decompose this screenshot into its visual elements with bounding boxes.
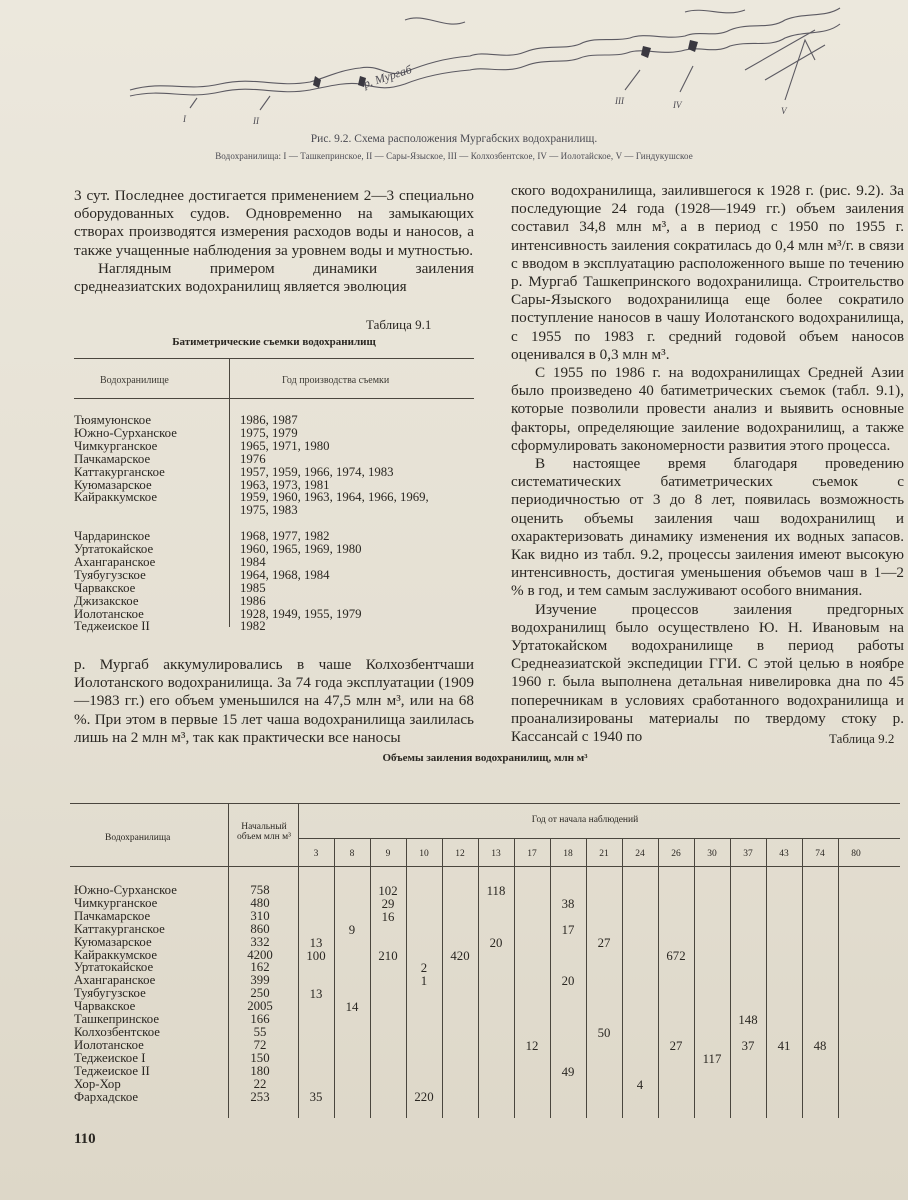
river-bank-lower bbox=[130, 24, 840, 96]
siltation-value: 210 bbox=[378, 948, 398, 963]
left-paragraph-1: 3 сут. Последнее достигается применением 2—3 специально оборудованных судов. Одновременно на замыкающих створах производятся измерения расходов воды и наносов, а также учащенные наблюдения за уровнем воды и мутностью. bbox=[74, 187, 474, 259]
table-9-1-row bbox=[74, 440, 474, 453]
year-column-header: 21 bbox=[599, 849, 609, 859]
reservoir-name: Пачкамарское bbox=[74, 908, 151, 923]
initial-volume: 150 bbox=[250, 1050, 270, 1065]
river-bank-upper bbox=[130, 8, 840, 90]
siltation-value: 148 bbox=[738, 1013, 758, 1027]
reservoir-name: Чимкурганское bbox=[74, 438, 158, 453]
table-9-2-names bbox=[74, 884, 177, 1103]
left-column-continued bbox=[74, 656, 474, 747]
year-column-divider bbox=[802, 838, 803, 1118]
right-column bbox=[511, 182, 904, 746]
survey-years: 1985 bbox=[240, 580, 266, 595]
year-column-header: 24 bbox=[635, 849, 645, 859]
right-paragraph-1: ского водохранилища, заилившегося к 1928 г. (рис. 9.2). За последующие 24 года (1928—1949 гг.) объем заиления составил 34,8 млн м³, а в период с 1950 по 1955 г. интенсивность заиления сократилась до 0,4 млн м³/г. в связи с вводом в эксплуатацию расположенного выше по течению р. Мургаб Ташкепринского водохранилища. Строительство Сары-Языского водохранилища еще более сократило поступление наносов в чашу Иолотанского водохранилища, с 1955 по 1983 г. средний годовой объем наносов оценивался в 0,3 млн м³. bbox=[511, 182, 904, 363]
reservoir-name: Уртатокайское bbox=[74, 960, 154, 975]
siltation-value: 27 bbox=[669, 1038, 683, 1053]
initial-volume: 22 bbox=[253, 1076, 267, 1091]
siltation-value: 14 bbox=[345, 1000, 359, 1015]
table-9-1-label: Таблица 9.1 bbox=[366, 317, 432, 332]
survey-years: 1986 bbox=[240, 593, 266, 608]
survey-years: 1984 bbox=[240, 554, 266, 569]
survey-years: 1975, 1979 bbox=[240, 425, 298, 440]
siltation-value: 102 bbox=[378, 884, 398, 898]
reservoir-name: Теджеиское I bbox=[74, 1050, 146, 1065]
siltation-value: 17 bbox=[561, 922, 575, 937]
year-column-header: 12 bbox=[455, 849, 465, 859]
siltation-value: 118 bbox=[486, 884, 506, 898]
table-9-1-row bbox=[74, 466, 474, 479]
table-9-1-row bbox=[74, 620, 474, 633]
year-column-header: 43 bbox=[779, 849, 789, 859]
marker-iii: III bbox=[615, 96, 624, 106]
survey-years: 1928, 1949, 1955, 1979 bbox=[240, 606, 362, 621]
year-column-header: 3 bbox=[313, 849, 319, 859]
siltation-value: 420 bbox=[450, 948, 470, 963]
initial-volume: 72 bbox=[253, 1037, 267, 1052]
table-9-2-col-years: Год от начала наблюдений bbox=[531, 815, 639, 825]
river-label: р. Мургаб bbox=[361, 62, 414, 91]
murgab-reservoirs-map bbox=[125, 0, 845, 130]
siltation-value: 117 bbox=[702, 1051, 722, 1066]
reservoir-name: Туябугузское bbox=[74, 986, 146, 1001]
siltation-value: 672 bbox=[666, 948, 686, 963]
reservoir-name: Фархадское bbox=[74, 1089, 139, 1104]
reservoir-name: Туябугузское bbox=[74, 567, 146, 582]
left-paragraph-2: Наглядным примером динамики заиления среднеазиатских водохранилищ является эволюция bbox=[74, 259, 474, 296]
siltation-value: 20 bbox=[489, 935, 503, 950]
year-column-divider bbox=[334, 838, 335, 1118]
marker-iv: IV bbox=[673, 100, 682, 110]
reservoir-name: Иолотанское bbox=[74, 1037, 144, 1052]
initial-volume: 2005 bbox=[247, 999, 273, 1014]
siltation-value: 4 bbox=[636, 1077, 644, 1092]
table-9-1-col-year: Год производства съемки bbox=[282, 375, 390, 386]
table-9-1-col-reservoir: Водохранилище bbox=[100, 375, 169, 386]
table-9-1-header-rule bbox=[74, 398, 474, 399]
initial-volume: 860 bbox=[250, 921, 270, 936]
siltation-value: 9 bbox=[348, 922, 356, 937]
initial-volume: 399 bbox=[250, 973, 270, 988]
year-column-divider bbox=[622, 838, 623, 1118]
initial-volume: 332 bbox=[250, 934, 270, 949]
reservoir-name: Куюмазарское bbox=[74, 477, 152, 492]
reservoir-name: Колхозбентское bbox=[74, 1024, 160, 1039]
reservoir-name: Южно-Сурханское bbox=[74, 883, 177, 897]
table-9-1-row bbox=[74, 504, 474, 517]
reservoir-name: Иолотанское bbox=[74, 606, 144, 621]
survey-years: 1975, 1983 bbox=[240, 503, 298, 518]
year-column-header: 17 bbox=[527, 849, 537, 859]
marker-v: V bbox=[781, 106, 787, 116]
year-column-divider bbox=[838, 838, 839, 1118]
siltation-value: 13 bbox=[309, 987, 323, 1002]
survey-years: 1960, 1965, 1969, 1980 bbox=[240, 542, 362, 557]
siltation-value: 13 bbox=[309, 935, 323, 950]
table-9-2-top-rule bbox=[70, 803, 900, 804]
survey-years: 1959, 1960, 1963, 1964, 1966, 1969, bbox=[240, 490, 429, 505]
year-column-divider bbox=[514, 838, 515, 1118]
siltation-value: 48 bbox=[813, 1038, 827, 1053]
siltation-value: 38 bbox=[561, 896, 575, 911]
year-column-header: 13 bbox=[491, 849, 501, 859]
right-paragraph-4: Изучение процессов заиления предгорных водохранилищ было осуществлено Ю. Н. Ивановым на Уртатокайском водохранилище в период работы Среднеазиатской экспедиции ГГИ. С этой целью в ноябре 1960 г. была выполнена детальная нивелировка дна по 45 поперечникам в условиях сработанного водохранилища и проанализированы материалы по твердому стоку р. Кассансай с 1940 по bbox=[511, 600, 904, 746]
reservoir-name: Кайраккумское bbox=[74, 490, 158, 505]
initial-volume: 480 bbox=[250, 895, 270, 910]
siltation-value: 12 bbox=[525, 1038, 539, 1053]
reservoir-name: Ахангаранское bbox=[74, 973, 156, 988]
year-column-divider bbox=[370, 838, 371, 1118]
siltation-value: 50 bbox=[597, 1025, 611, 1040]
reservoir-name: Чарвакское bbox=[74, 580, 136, 595]
reservoir-name: Каттакурганское bbox=[74, 921, 165, 936]
initial-volume: 180 bbox=[250, 1063, 270, 1078]
survey-years: 1964, 1968, 1984 bbox=[240, 567, 330, 582]
siltation-value: 2 bbox=[420, 961, 428, 976]
table-9-1-row bbox=[74, 556, 474, 569]
right-paragraph-3: В настоящее время благодаря проведению систематических батиметрических съемок с периодичностью от 3 до 8 лет, появилась возможность оценить объемы заиления чаш водохранилищ и охарактеризовать динамику изменения их водных запасов. Как видно из табл. 9.2, процессы заиления имеют высокую интенсивность, достигая уменьшения объемов чаш в 1—2 % в год, и тем самым заслуживают особого внимания. bbox=[511, 455, 904, 600]
initial-volume: 253 bbox=[250, 1089, 270, 1104]
reservoir-name: Чимкурганское bbox=[74, 895, 158, 910]
year-column-header: 10 bbox=[419, 849, 429, 859]
reservoir-name: Чардаринское bbox=[74, 529, 150, 544]
table-9-2-divider-1 bbox=[228, 803, 229, 1118]
survey-years: 1982 bbox=[240, 619, 266, 634]
table-9-1-title: Батиметрические съемки водохранилищ bbox=[172, 336, 376, 348]
survey-years: 1976 bbox=[240, 451, 266, 466]
survey-years: 1957, 1959, 1966, 1974, 1983 bbox=[240, 464, 394, 479]
year-column-divider bbox=[730, 838, 731, 1118]
reservoir-name: Каттакурганское bbox=[74, 464, 165, 479]
siltation-value: 49 bbox=[561, 1064, 575, 1079]
initial-volume: 758 bbox=[250, 883, 270, 897]
marker-i: I bbox=[183, 114, 186, 124]
reservoir-name: Теджеиское II bbox=[74, 619, 150, 634]
year-column-header: 37 bbox=[743, 849, 753, 859]
table-9-2-volumes bbox=[232, 884, 288, 1103]
reservoir-name: Куюмазарское bbox=[74, 934, 152, 949]
reservoir-name: Уртатокайское bbox=[74, 542, 154, 557]
year-column-header: 30 bbox=[707, 849, 717, 859]
table-9-2-header-rule bbox=[70, 866, 900, 867]
year-column-divider bbox=[694, 838, 695, 1118]
left-column bbox=[74, 187, 474, 296]
reservoir-name: Чарвакское bbox=[74, 999, 136, 1014]
initial-volume: 55 bbox=[253, 1024, 267, 1039]
left-paragraph-3: р. Мургаб аккумулировались в чаше Колхозбентчаши Иолотанского водохранилища. За 74 года эксплуатации (1909—1983 гг.) его объем уменьшился на 47,5 млн м³, или на 68 %. При этом в первые 15 лет чаша водохранилища заилилась лишь на 2 млн м³, так как практически все наносы bbox=[74, 656, 474, 746]
table-9-2-col-reservoir: Водохранилища bbox=[105, 833, 171, 843]
initial-volume: 310 bbox=[250, 908, 270, 923]
year-column-header: 8 bbox=[349, 849, 355, 859]
siltation-value: 29 bbox=[381, 896, 395, 911]
reservoir-name: Ташкепринское bbox=[74, 1012, 160, 1027]
figure-legend: Водохранилища: I — Ташкепринское, II — Сары-Языское, III — Колхозбентское, IV — Иолотайское, V — Гиндукушское bbox=[215, 151, 693, 161]
siltation-value: 35 bbox=[309, 1090, 323, 1105]
right-paragraph-2: С 1955 по 1986 г. на водохранилищах Средней Азии было произведено 40 батиметрических съемок (табл. 9.1), которые позволили провести анализ и выявить основные факторы, определяющие заиление водохранилищ, а также сформулировать закономерности развития этого процесса. bbox=[511, 364, 904, 454]
year-column-header: 9 bbox=[385, 849, 391, 859]
siltation-value: 220 bbox=[414, 1090, 434, 1105]
table-9-2-years-rule bbox=[298, 838, 900, 839]
year-column-divider bbox=[478, 838, 479, 1118]
initial-volume: 4200 bbox=[247, 947, 273, 962]
survey-years: 1965, 1971, 1980 bbox=[240, 438, 330, 453]
table-9-1-row bbox=[74, 595, 474, 608]
reservoir-name: Хор-Хор bbox=[74, 1076, 121, 1091]
reservoir-name: Теджеиское II bbox=[74, 1063, 150, 1078]
siltation-value: 37 bbox=[741, 1038, 755, 1053]
survey-years: 1968, 1977, 1982 bbox=[240, 529, 330, 544]
reservoir-name: Пачкамарское bbox=[74, 451, 151, 466]
table-9-1-row bbox=[74, 569, 474, 582]
table-9-1-body bbox=[74, 414, 474, 633]
siltation-value: 1 bbox=[420, 974, 428, 989]
table-9-1-row bbox=[74, 427, 474, 440]
reservoir-name: Кайраккумское bbox=[74, 947, 158, 962]
year-column-divider bbox=[658, 838, 659, 1118]
initial-volume: 250 bbox=[250, 986, 270, 1001]
figure-caption: Рис. 9.2. Схема расположения Мургабских водохранилищ. bbox=[310, 133, 598, 145]
table-9-1-row bbox=[74, 582, 474, 595]
siltation-value: 27 bbox=[597, 935, 611, 950]
survey-years: 1986, 1987 bbox=[240, 413, 298, 427]
survey-years: 1963, 1973, 1981 bbox=[240, 477, 330, 492]
page-number: 110 bbox=[74, 1131, 96, 1147]
initial-volume: 166 bbox=[250, 1012, 270, 1027]
table-9-2-col-volume: Начальный объем млн м³ bbox=[237, 822, 291, 842]
reservoir-name: Южно-Сурханское bbox=[74, 425, 177, 440]
table-9-1-row bbox=[74, 453, 474, 466]
year-column-header: 18 bbox=[563, 849, 573, 859]
siltation-value: 100 bbox=[306, 948, 326, 963]
year-column-header: 26 bbox=[671, 849, 681, 859]
reservoir-name: Джизакское bbox=[74, 593, 139, 608]
reservoir-name: Тюямуюнское bbox=[74, 413, 152, 427]
year-column-divider bbox=[766, 838, 767, 1118]
marker-ii: II bbox=[253, 116, 259, 126]
siltation-value: 16 bbox=[381, 909, 395, 924]
table-9-1-row bbox=[74, 414, 474, 427]
siltation-value: 41 bbox=[777, 1038, 791, 1053]
table-9-1-top-rule bbox=[74, 358, 474, 359]
reservoir-name: Ахангаранское bbox=[74, 554, 156, 569]
year-column-header: 74 bbox=[815, 849, 825, 859]
year-column-header: 80 bbox=[851, 849, 861, 859]
table-9-2-label: Таблица 9.2 bbox=[829, 731, 895, 746]
table-9-2-title: Объемы заиления водохранилищ, млн м³ bbox=[382, 752, 588, 764]
reservoir-name bbox=[74, 504, 240, 517]
initial-volume: 162 bbox=[250, 960, 270, 975]
siltation-value: 20 bbox=[561, 974, 575, 989]
